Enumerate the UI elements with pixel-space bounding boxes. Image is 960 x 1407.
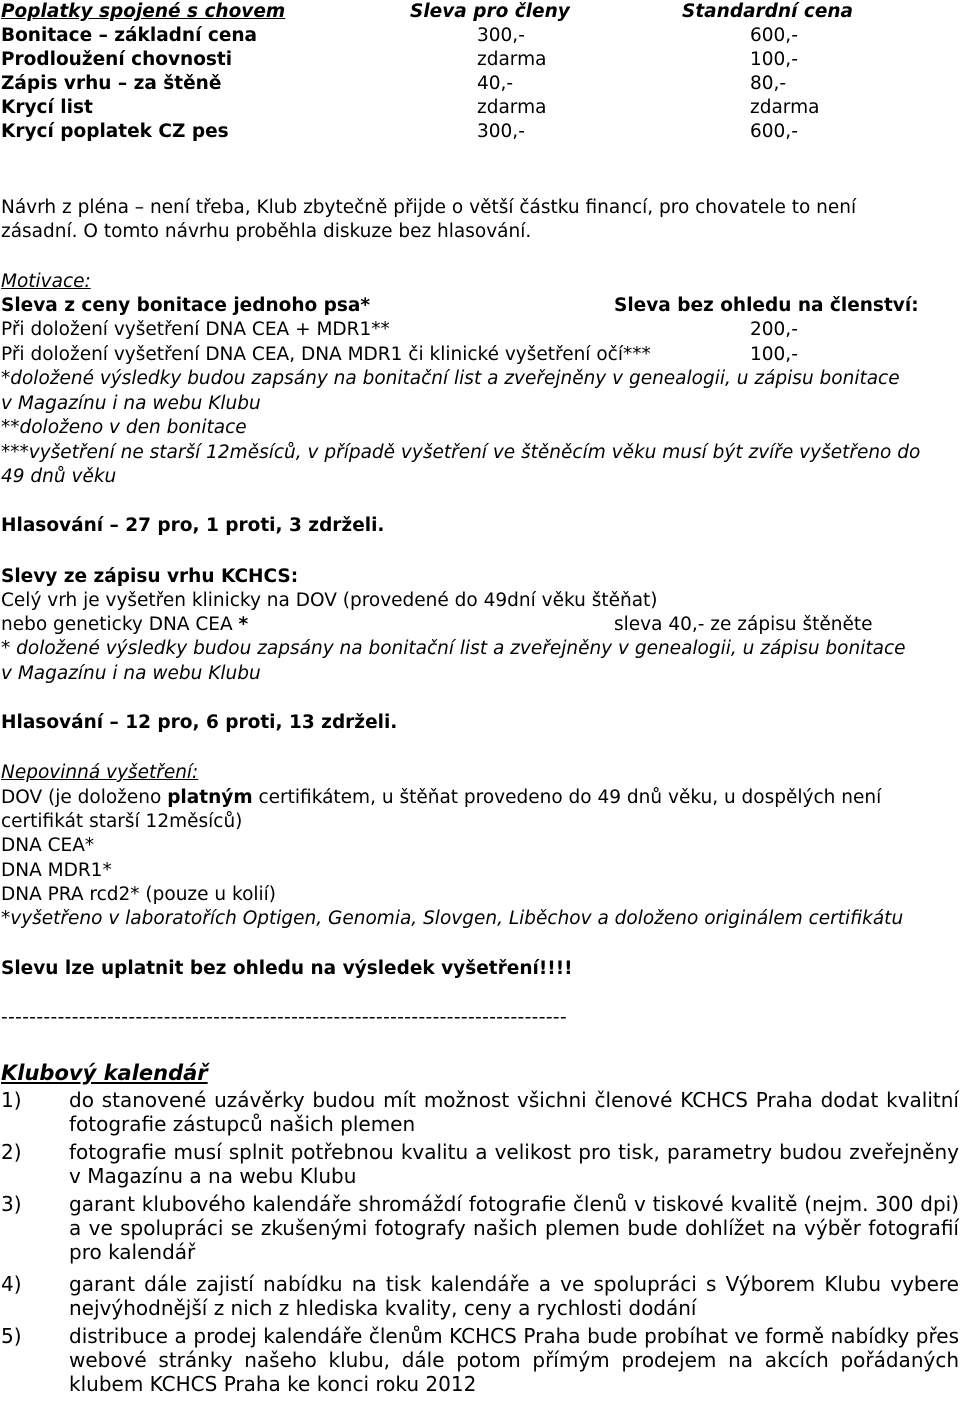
litter-line [1,613,248,637]
calendar-heading: Klubový kalendář [1,1061,208,1085]
optional-line: certifikát starší 12měsíců) [1,811,243,832]
calendar-item-text: garant dále zajistí nabídku na tisk kalendáře a ve spolupráci s Výborem Klubu vybere nejvýhodnější z nich z hlediska kvality, ceny a rychlosti dodání [69,1272,959,1320]
fees-row-label: Krycí list [1,97,93,118]
fees-header-item: Poplatky spojené s chovem [1,1,286,22]
fees-row-standard: 100,- [750,49,798,70]
proposal-line: zásadní. O tomto návrhu proběhla diskuze bez hlasování. [1,221,532,242]
fees-header-standard: Standardní cena [682,1,854,22]
optional-text: DOV (je doloženo [1,787,168,808]
litter-note: v Magazínu i na webu Klubu [1,663,261,684]
fees-row-label: Krycí poplatek CZ pes [1,121,229,142]
fees-row-label: Bonitace – základní cena [1,25,258,46]
fees-row-label: Zápis vrhu – za štěně [1,73,222,94]
fees-row-standard: 600,- [750,121,798,142]
motivation-row-label: Při doložení vyšetření DNA CEA + MDR1** [1,319,390,340]
calendar-item-number: 1) [1,1088,22,1112]
motivation-row-value: 200,- [750,319,798,340]
fees-row-member: 40,- [477,73,514,94]
calendar-item-number: 4) [1,1272,22,1296]
proposal-line: Návrh z pléna – není třeba, Klub zbytečně přijde o větší částku financí, pro chovatele to není [1,197,857,218]
litter-discount-value: sleva 40,- ze zápisu štěněte [614,614,873,635]
fees-row-standard: zdarma [750,97,820,118]
motivation-row-label: Při doložení vyšetření DNA CEA, DNA MDR1 či klinické vyšetření očí*** [1,344,651,365]
calendar-item-text: do stanovené uzávěrky budou mít možnost všichni členové KCHCS Praha dodat kvalitní fotografie zástupců našich plemen [69,1088,959,1136]
motivation-col-right: Sleva bez ohledu na členství: [614,295,919,316]
motivation-heading: Motivace: [1,271,91,292]
motivation-note: ***vyšetření ne starší 12měsíců, v případě vyšetření ve štěněcím věku musí být zvíře vyšetřeno do [1,442,921,463]
litter-vote: Hlasování – 12 pro, 6 proti, 13 zdrželi. [1,712,398,733]
optional-text: certifikátem, u štěňat provedeno do 49 dnů věku, u dospělých není [252,787,882,808]
calendar-item-text: distribuce a prodej kalendáře členům KCHCS Praha bude probíhat ve formě nabídky přes webové stránky našeho klubu, dále potom přímým prodejem na akcích pořádaných klubem KCHCS Praha ke konci roku 2012 [69,1324,959,1396]
optional-item: DNA PRA rcd2* (pouze u kolií) [1,884,277,905]
fees-header-member: Sleva pro členy [410,1,570,22]
motivation-vote: Hlasování – 27 pro, 1 proti, 3 zdrželi. [1,515,385,536]
separator: -------------------------------------------------------------------------------- [1,1007,568,1028]
motivation-note: 49 dnů věku [1,466,117,487]
fees-row-member: 300,- [477,121,525,142]
optional-heading: Nepovinná vyšetření: [1,762,199,783]
fees-row-member: zdarma [477,97,547,118]
fees-row-label: Prodloužení chovnosti [1,49,233,70]
optional-bold: platným [167,787,253,808]
optional-item: DNA MDR1* [1,860,112,881]
motivation-note: *doložené výsledky budou zapsány na bonitační list a zveřejněny v genealogii, u zápisu bonitace [1,368,900,389]
litter-line-text: nebo geneticky DNA CEA [1,614,233,635]
optional-item: DNA CEA* [1,835,95,856]
fees-row-standard: 80,- [750,73,787,94]
optional-closing: Slevu lze uplatnit bez ohledu na výsledek vyšetření!!!! [1,958,573,979]
motivation-row-value: 100,- [750,344,798,365]
litter-note: * doložené výsledky budou zapsány na bonitační list a zveřejněny v genealogii, u zápisu bonitace [1,638,906,659]
litter-line-star: * [238,614,249,635]
calendar-item-number: 3) [1,1192,22,1216]
calendar-item-number: 5) [1,1324,22,1348]
calendar-item-text: fotografie musí splnit potřebnou kvalitu a velikost pro tisk, parametry budou zveřejněny v Magazínu a na webu Klubu [69,1140,959,1188]
fees-row-standard: 600,- [750,25,798,46]
optional-line [1,786,881,810]
motivation-note: v Magazínu i na webu Klubu [1,393,261,414]
fees-row-member: 300,- [477,25,525,46]
motivation-note: **doloženo v den bonitace [1,417,247,438]
litter-heading: Slevy ze zápisu vrhu KCHCS: [1,566,299,587]
calendar-item-text: garant klubového kalendáře shromáždí fotografie členů v tiskové kvalitě (nejm. 300 dpi) a ve spolupráci se zkušenými fotografy našich plemen bude dohlížet na výběr fotografií pro kalendář [69,1192,959,1264]
motivation-col-left: Sleva z ceny bonitace jednoho psa* [1,295,371,316]
optional-note: *vyšetřeno v laboratořích Optigen, Genomia, Slovgen, Liběchov a doloženo originálem certifikátu [1,908,904,929]
fees-row-member: zdarma [477,49,547,70]
calendar-item-number: 2) [1,1140,22,1164]
litter-line: Celý vrh je vyšetřen klinicky na DOV (provedené do 49dní věku štěňat) [1,590,658,611]
